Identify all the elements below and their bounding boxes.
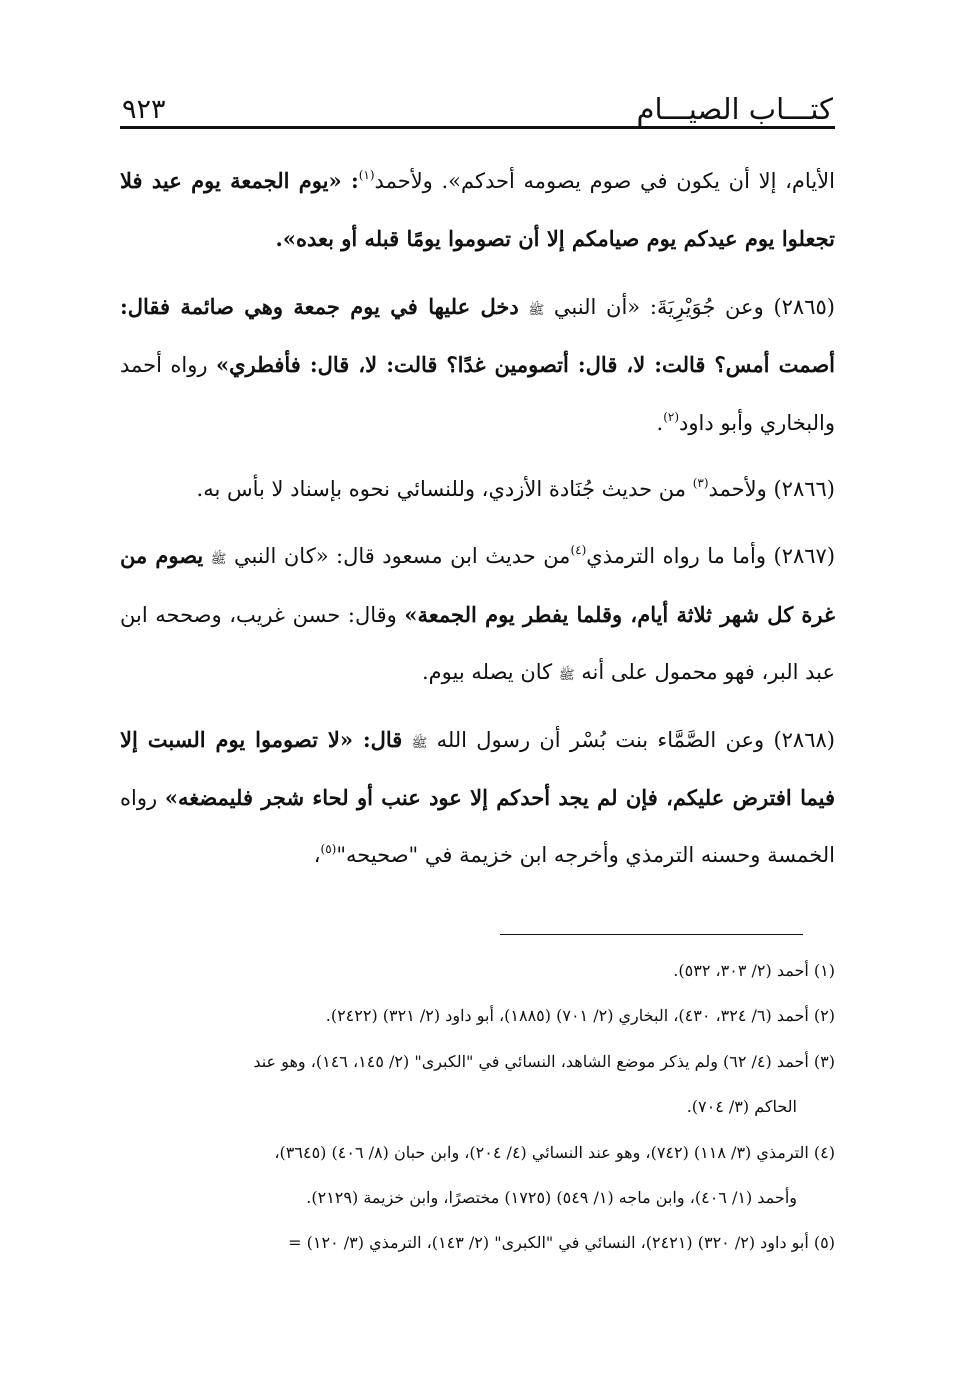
main-text [120,152,835,885]
footnote-4: (٤) الترمذي (٣/ ١١٨) (٧٤٢)، وهو عند النسائي (٤/ ٢٠٤)، وابن حبان (٨/ ٤٠٦) (٣٦٤٥)، [274,1142,835,1162]
footnote-1: (١) أحمد (٢/ ٣٠٣، ٥٣٢). [673,961,835,980]
hadith-2866 [120,461,835,518]
text-run: وقال: حسن غريب، وصححه ابن عبد البر، فهو محمول على أنه [120,602,835,685]
hadith-number: (٢٨٦٦) [773,477,835,502]
paragraph-continuation [120,152,835,269]
header-rule [120,126,835,129]
text-run: الأيام، إلا أن يكون في صوم يصومه أحدكم». ولأحمد [374,169,835,193]
footnote-2: (٢) أحمد (٦/ ٣٢٤، ٤٣٠)، البخاري (٢/ ٧٠١) (١٨٨٥)، أبو داود (٢/ ٣٢١) (٢٤٢٢). [325,1006,835,1026]
text-run: وأما ما رواه الترمذي [586,544,766,569]
salutation-glyph: ﷺ [210,552,227,568]
hadith-quote: : «يوم الجمعة يوم عيد فلا تجعلوا يوم عيدكم يوم صيامكم إلا أن تصوموا يومًا قبله أو بعده». [120,168,835,252]
text-run: كان يصله بيوم. [422,660,553,685]
footnote-ref-4: (٤) [570,543,587,558]
text-run: رواه الخمسة وحسنه الترمذي وأخرجه ابن خزيمة في "صحيحه" [120,786,835,868]
text-run: وعن جُوَيْرِيَةَ: «أن النبي [553,294,764,319]
book-title: كتـــاب الصيـــام [636,92,833,126]
text-run: وعن الصَّمَّاء بنت بُسْر أن رسول الله [436,727,765,752]
running-header [120,92,835,126]
footnote-4-continuation: وأحمد (١/ ٤٠٦)، وابن ماجه (١/ ٥٤٩) (١٧٢٥) مختصرًا، وابن خزيمة (٢١٢٩). [306,1188,797,1208]
footnote-ref-2: (٢) [663,409,680,424]
text-run: من حديث ابن مسعود قال: «كان النبي [233,544,571,569]
footnotes [120,948,835,1266]
text-run: من حديث جُنَادة الأزدي، وللنسائي نحوه بإسناد لا بأس به. [196,477,693,502]
page-number: ٩٢٣ [122,94,166,125]
footnote-3-continuation: الحاكم (٣/ ٧٠٤). [686,1097,797,1117]
footnote-3: (٣) أحمد (٤/ ٦٢) ولم يذكر موضع الشاهد، النسائي في "الكبرى" (٢/ ١٤٥، ١٤٦)، وهو عند [253,1051,835,1071]
footnote-5: (٥) أبو داود (٢/ ٣٢٠) (٢٤٢١)، النسائي في "الكبرى" (٢/ ١٤٣)، الترمذي (٣/ ١٢٠) = [288,1233,835,1253]
salutation-glyph: ﷺ [411,735,428,751]
hadith-2867 [120,527,835,701]
hadith-number: (٢٨٦٧) [773,544,836,569]
hadith-quote: يصوم من غرة كل شهر ثلاثة أيام، وقلما يفطر يوم الجمعة» [120,543,835,627]
footnote-ref-5: (٥) [320,842,337,857]
hadith-2868 [120,711,835,885]
hadith-number: (٢٨٦٥) [773,294,835,319]
salutation-glyph: ﷺ [528,302,545,318]
footnote-separator [500,934,803,935]
text-run: رواه أحمد والبخاري وأبو داود [120,353,835,435]
hadith-2865 [120,278,835,452]
text-run: ، [313,843,321,868]
hadith-quote: دخل عليها في يوم جمعة وهي صائمة فقال: أصمت أمس؟ قالت: لا، قال: أتصومين غدًا؟ قالت: لا، قال: فأفطري» [120,293,835,378]
footnote-ref-1: (١) [358,168,375,182]
footnote-ref-3: (٣) [692,476,709,491]
hadith-number: (٢٨٦٨) [773,727,835,752]
hadith-quote: قال: «لا تصوموا يوم السبت إلا فيما افترض عليكم، فإن لم يجد أحدكم إلا عود عنب أو لحاء شجر فليمضغه» [120,726,835,811]
text-run: . [656,410,664,435]
salutation-glyph: ﷺ [558,668,575,684]
text-run: ولأحمد [708,477,767,502]
